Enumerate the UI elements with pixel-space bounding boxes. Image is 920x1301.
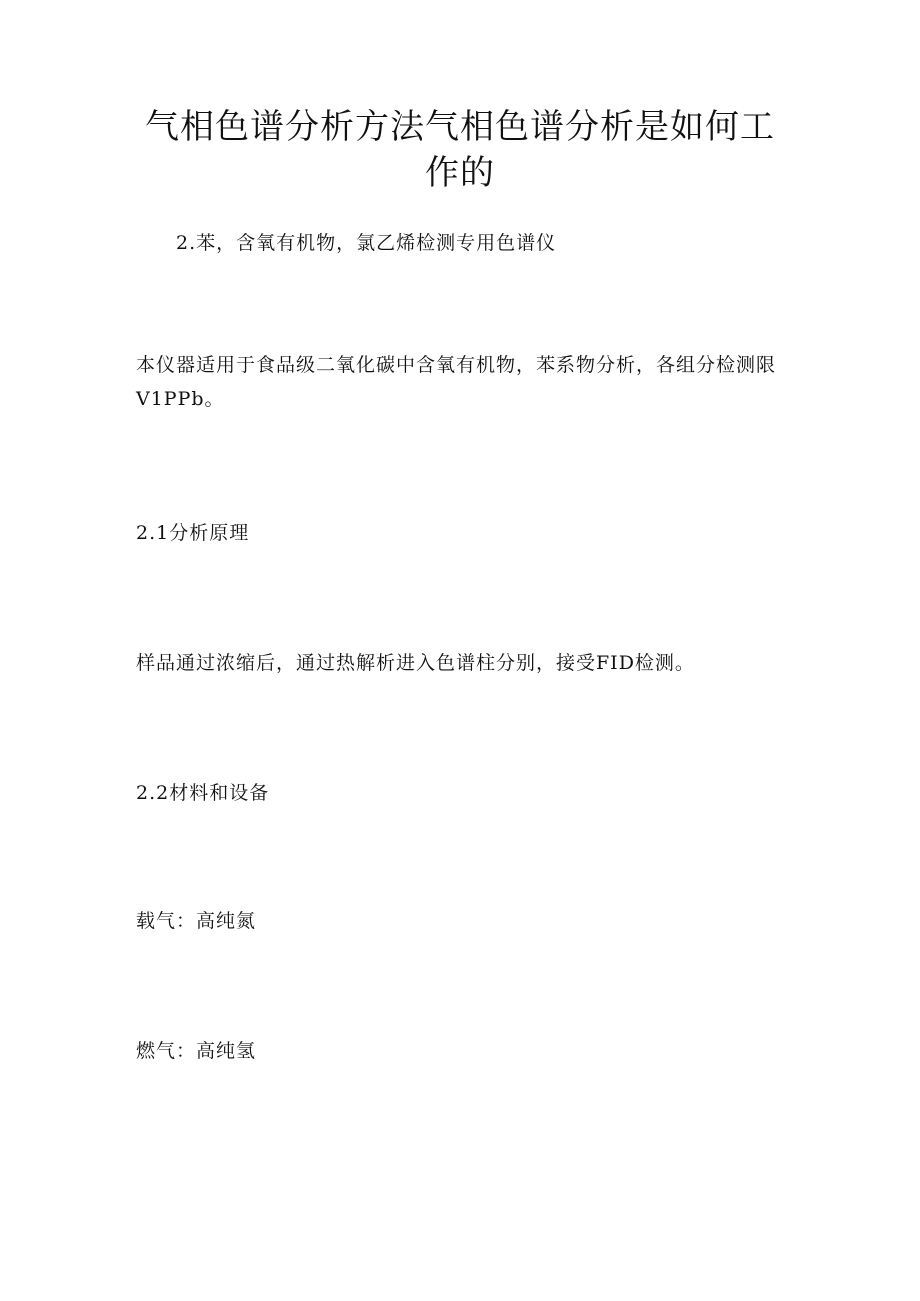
- document-title: 气相色谱分析方法气相色谱分析是如何工作的: [145, 107, 775, 193]
- section-heading-principle: 2.1分析原理: [136, 522, 250, 544]
- paragraph-carrier-gas: 载气：高纯氮: [136, 910, 257, 932]
- paragraph-fuel-gas: 燃气：高纯氢: [136, 1040, 257, 1062]
- paragraph-instrument-scope: 本仪器适用于食品级二氧化碳中含氧有机物，苯系物分析，各组分检测限V1PPb。: [136, 354, 777, 410]
- section-heading-detector: 2.苯，含氧有机物，氯乙烯检测专用色谱仪: [176, 232, 557, 254]
- paragraph-principle: 样品通过浓缩后，通过热解析进入色谱柱分别，接受FID检测。: [136, 652, 695, 674]
- section-heading-materials: 2.2材料和设备: [136, 782, 270, 804]
